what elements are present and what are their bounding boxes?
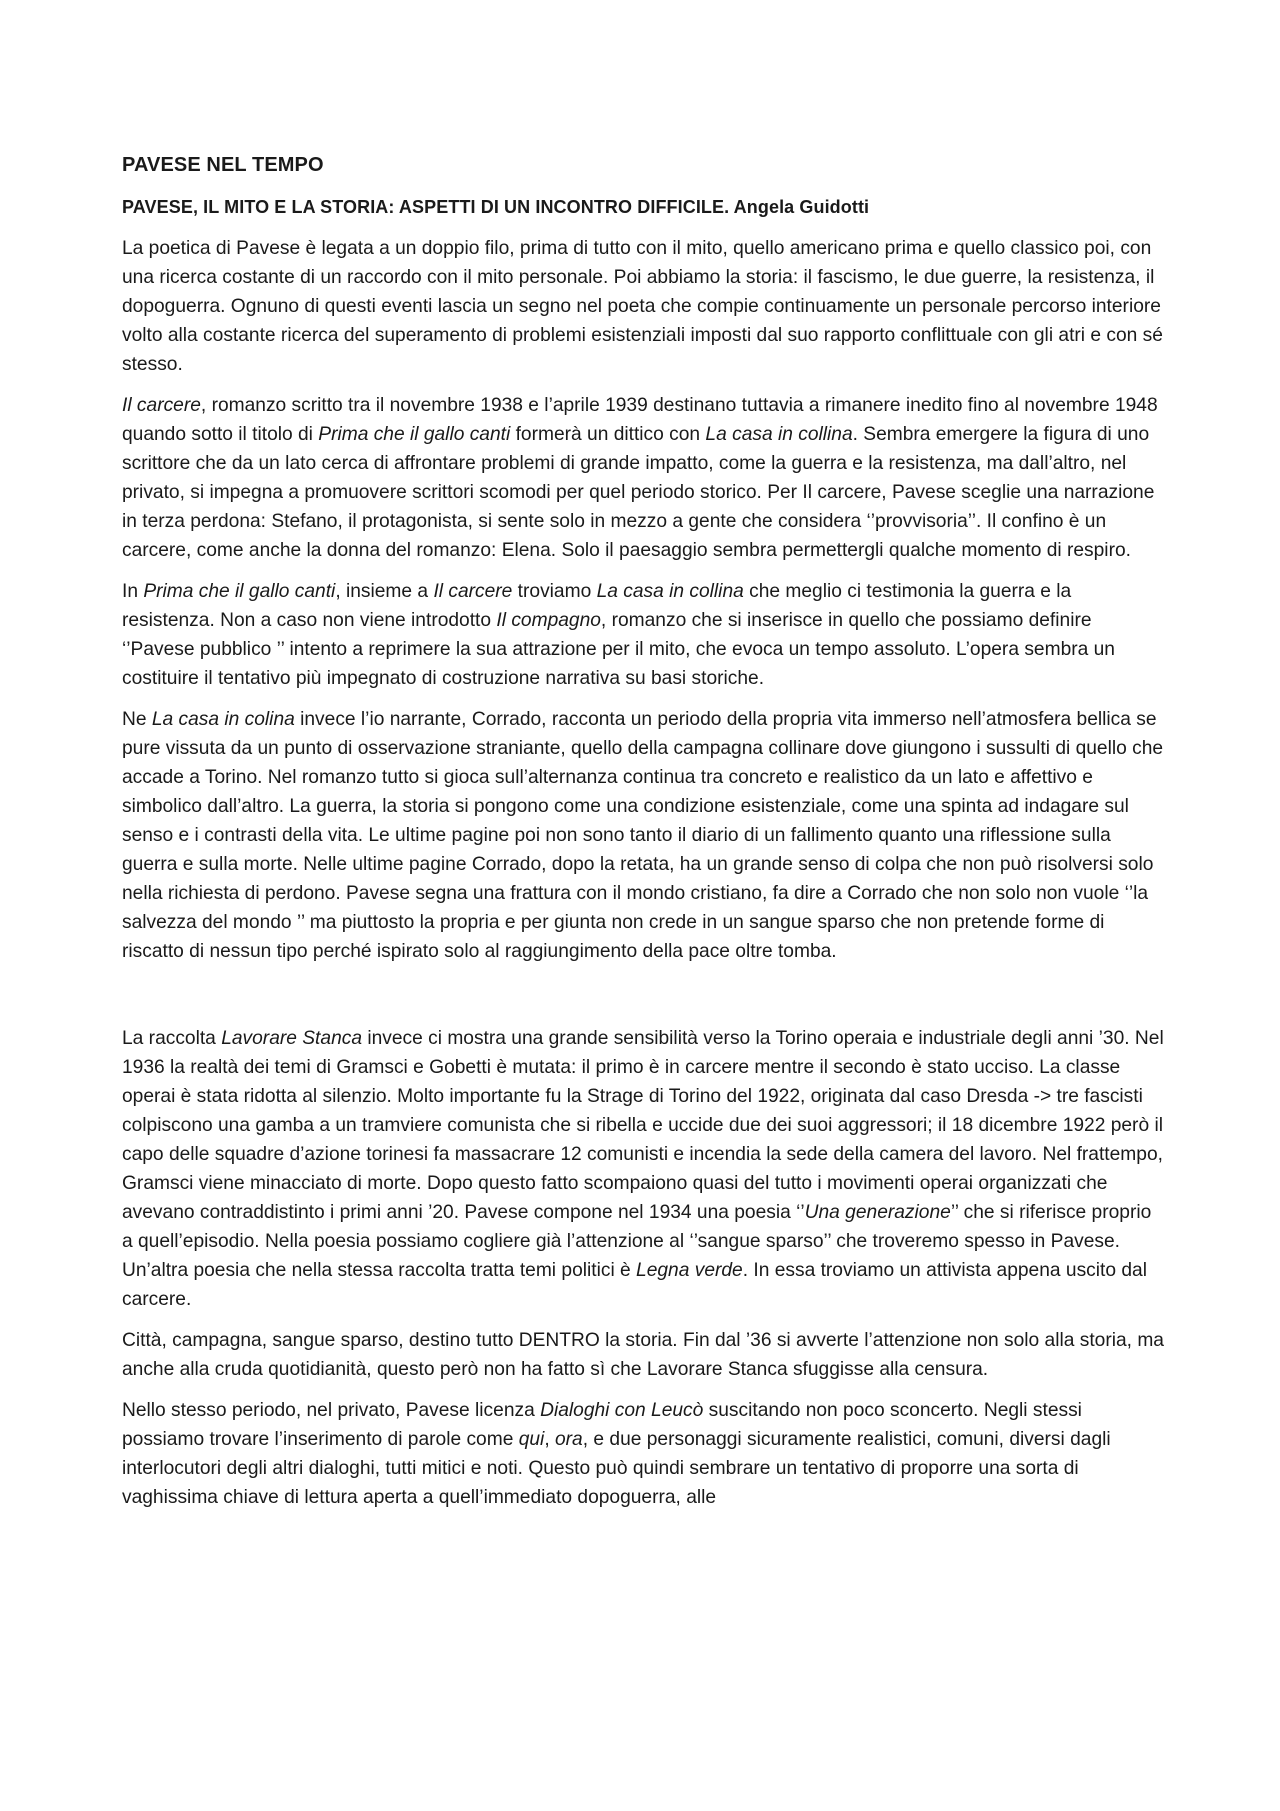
text-run: ’’ che si riferisce proprio a quell’episodio. Nella poesia possiamo cogliere già l’attenzione al ‘’sangue sparso’’ che troveremo spesso in Pavese. Un’altra poesia che nella stessa raccolta tratta temi politici è	[122, 1202, 1152, 1281]
paragraph	[122, 1024, 1166, 1314]
text-run: invece l’io narrante, Corrado, racconta un periodo della propria vita immerso nell’atmosfera bellica se pure vissuta da un punto di osservazione straniante, quello della campagna collinare dove giungono i sussulti di quello che accade a Torino. Nel romanzo tutto si gioca sull’alternanza continua tra concreto e realistico da un lato e affettivo e simbolico dall’altro. La guerra, la storia si pongono come una condizione esistenziale, come una spinta ad indagare sul senso e i contrasti della vita. Le ultime pagine poi non sono tanto il diario di un fallimento quanto una riflessione sulla guerra e sulla morte. Nelle ultime pagine Corrado, dopo la retata, ha un grande senso di colpa che non può risolversi solo nella richiesta di perdono. Pavese segna una frattura con il mondo cristiano, fa dire a Corrado che non solo non vuole ‘’la salvezza del mondo ’’ ma piuttosto la propria e per giunta non crede in un sangue sparso che non pretende forme di riscatto di nessun tipo perché ispirato solo al raggiungimento della pace oltre tomba.	[122, 709, 1164, 962]
italic-text-run: ora	[555, 1429, 583, 1450]
italic-text-run: Prima che il gallo canti	[318, 424, 511, 445]
text-run: La raccolta	[122, 1028, 222, 1049]
italic-text-run: Legna verde	[636, 1260, 743, 1281]
text-run: , romanzo che si inserisce in quello che possiamo definire ‘’Pavese pubblico ’’ intento a reprimere la sua attrazione per il mito, che evoca un tempo assoluto. L’opera sembra un costituire il tentativo più impegnato di costruzione narrativa su basi storiche.	[122, 610, 1115, 689]
document-subtitle: PAVESE, IL MITO E LA STORIA: ASPETTI DI UN INCONTRO DIFFICILE. Angela Guidotti	[122, 197, 870, 217]
italic-text-run: La casa in collina	[705, 424, 853, 445]
italic-text-run: Una generazione	[804, 1202, 951, 1223]
text-run: In	[122, 581, 144, 602]
italic-text-run: La casa in collina	[596, 581, 744, 602]
document-page	[122, 154, 1166, 1524]
text-run: invece ci mostra una grande sensibilità verso la Torino operaia e industriale degli anni ’30. Nel 1936 la realtà dei temi di Gramsci e Gobetti è mutata: il primo è in carcere mentre il secondo è stato ucciso. La classe operai è stata ridotta al silenzio. Molto importante fu la Strage di Torino del 1922, originata dal caso Dresda -> tre fascisti colpiscono una gamba a un tramviere comunista che si ribella e uccide due dei suoi aggressori; il 18 dicembre 1922 però il capo delle squadre d’azione torinesi fa massacrare 12 comunisti e incendia la sede della camera del lavoro. Nel frattempo, Gramsci viene minacciato di morte. Dopo questo fatto scompaiono quasi del tutto i movimenti operai organizzati che avevano contraddistinto i primi anni ’20. Pavese compone nel 1934 una poesia ‘’	[122, 1028, 1164, 1223]
text-run: che meglio ci testimonia la guerra e la resistenza. Non a caso non viene introdotto	[122, 581, 1072, 631]
paragraph	[122, 577, 1166, 693]
italic-text-run: Prima che il gallo canti	[143, 581, 336, 602]
text-run: troviamo	[512, 581, 597, 602]
text-run: , e due personaggi sicuramente realistici, comuni, diversi dagli interlocutori degli altri dialoghi, tutti mitici e noti. Questo può quindi sembrare un tentativo di proporre una sorta di vaghissima chiave di lettura aperta a quell’immediato dopoguerra, alle	[122, 1429, 1111, 1508]
paragraph	[122, 391, 1166, 565]
italic-text-run: qui	[518, 1429, 545, 1450]
text-run: . In essa troviamo un attivista appena uscito dal carcere.	[122, 1260, 1147, 1310]
text-run: Città, campagna, sangue sparso, destino tutto DENTRO la storia. Fin dal ’36 si avverte l’attenzione non solo alla storia, ma anche alla cruda quotidianità, questo però non ha fatto sì che Lavorare Stanca sfuggisse alla censura.	[122, 1330, 1164, 1380]
text-run: , insieme a	[335, 581, 434, 602]
paragraph	[122, 1326, 1166, 1384]
text-run: La poetica di Pavese è legata a un doppio filo, prima di tutto con il mito, quello americano prima e quello classico poi, con una ricerca costante di un raccordo con il mito personale. Poi abbiamo la storia: il fascismo, le due guerre, la resistenza, il dopoguerra. Ognuno di questi eventi lascia un segno nel poeta che compie continuamente un personale percorso interiore volto alla costante ricerca del superamento di problemi esistenziali imposti dal suo rapporto conflittuale con gli atri e con sé stesso.	[122, 238, 1163, 375]
text-run: , romanzo scritto tra il novembre 1938 e l’aprile 1939 destinano tuttavia a rimanere inedito fino al novembre 1948 quando sotto il titolo di	[122, 395, 1158, 445]
italic-text-run: Il carcere	[122, 395, 201, 416]
paragraph	[122, 705, 1166, 966]
document-title: PAVESE NEL TEMPO	[122, 154, 324, 176]
italic-text-run: Il carcere	[433, 581, 513, 602]
italic-text-run: Il compagno	[496, 610, 601, 631]
paragraph	[122, 234, 1166, 379]
italic-text-run: Lavorare Stanca	[221, 1028, 362, 1049]
text-run: Nello stesso periodo, nel privato, Pavese licenza	[122, 1400, 541, 1421]
italic-text-run: Dialoghi con Leucò	[540, 1400, 704, 1421]
paragraph	[122, 1396, 1166, 1512]
text-run: formerà un dittico con	[510, 424, 706, 445]
text-run: ,	[544, 1429, 555, 1450]
text-run: Ne	[122, 709, 152, 730]
italic-text-run: La casa in colina	[151, 709, 295, 730]
text-run: suscitando non poco sconcerto. Negli stessi possiamo trovare l’inserimento di parole come	[122, 1400, 1082, 1450]
text-run: . Sembra emergere la figura di uno scrittore che da un lato cerca di affrontare problemi di grande impatto, come la guerra e la resistenza, ma dall’altro, nel privato, si impegna a promuovere scrittori scomodi per quel periodo storico. Per Il carcere, Pavese sceglie una narrazione in terza perdona: Stefano, il protagonista, si sente solo in mezzo a gente che considera ‘’provvisoria’’. Il confino è un carcere, come anche la donna del romanzo: Elena. Solo il paesaggio sembra permettergli qualche momento di respiro.	[122, 424, 1155, 561]
